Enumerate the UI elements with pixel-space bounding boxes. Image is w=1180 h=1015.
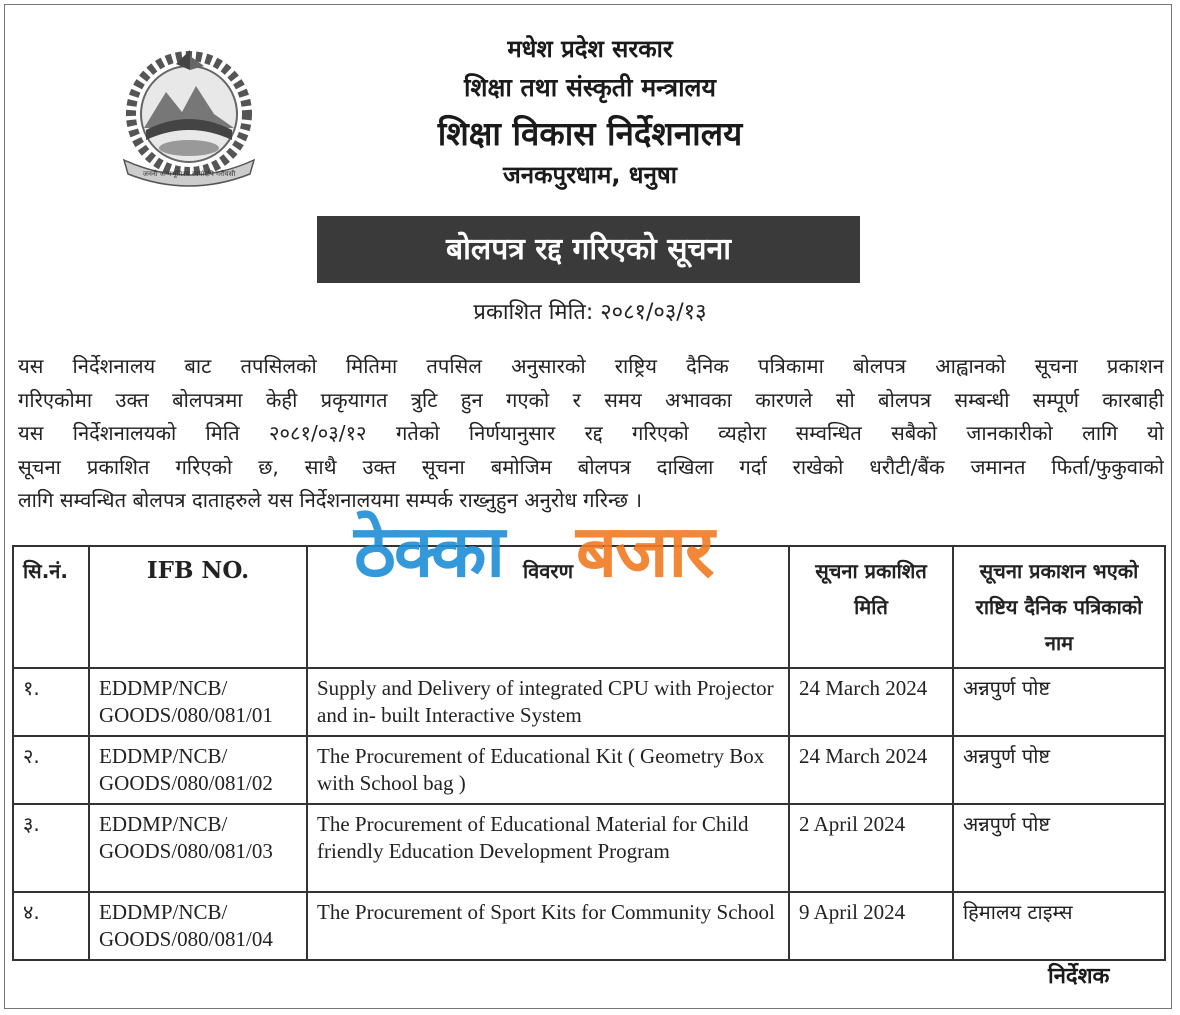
ifb-part: GOODS/080/081/03 xyxy=(99,839,273,863)
header-publish-date: सूचना प्रकाशित मिति xyxy=(789,546,953,668)
row-newspaper: अन्नपुर्ण पोष्ट xyxy=(953,668,1165,736)
body-line: सूचना प्रकाशित गरिएको छ, साथै उक्त सूचना बमोजिम बोलपत्र दाखिला गर्दा राखेको धरौटी/बैंक जमानत फिर्ता/फुकुवाको xyxy=(18,454,1164,479)
row-sn: ४. xyxy=(13,892,89,960)
ifb-part: EDDMP/NCB/ xyxy=(99,744,228,768)
ifb-part: GOODS/080/081/04 xyxy=(99,927,273,951)
ifb-part: GOODS/080/081/01 xyxy=(99,703,273,727)
watermark-part-2: बजार xyxy=(576,509,713,593)
government-name: मधेश प्रदेश सरकार xyxy=(507,35,673,63)
row-sn: २. xyxy=(13,736,89,804)
signature-title: निर्देशक xyxy=(1048,964,1110,989)
row-description: The Procurement of Sport Kits for Community School xyxy=(307,892,789,960)
row-sn: १. xyxy=(13,668,89,736)
body-line: गरिएकोमा उक्त बोलपत्रमा केही प्रकृयागत त्रुटि हुन गएको र समय अभावका कारणले सो बोलपत्र सम्बन्धी सम्पूर्ण कारबाही xyxy=(18,387,1164,412)
notice-title: बोलपत्र रद्द गरिएको सूचना xyxy=(317,216,860,283)
row-date: 24 March 2024 xyxy=(789,736,953,804)
cancelled-bids-table xyxy=(12,545,1166,961)
directorate-name: शिक्षा विकास निर्देशनालय xyxy=(437,114,743,153)
table-row xyxy=(13,892,1165,960)
header-ifb: IFB NO. xyxy=(89,546,307,668)
table-row xyxy=(13,736,1165,804)
ifb-part: EDDMP/NCB/ xyxy=(99,676,228,700)
row-sn: ३. xyxy=(13,804,89,892)
row-description: Supply and Delivery of integrated CPU with Projector and in- built Interactive System xyxy=(307,668,789,736)
published-date: प्रकाशित मिति: २०८१/०३/१३ xyxy=(473,300,707,325)
row-date: 9 April 2024 xyxy=(789,892,953,960)
row-ifb xyxy=(89,668,307,736)
body-line: यस निर्देशनालय बाट तपसिलको मितिमा तपसिल अनुसारको राष्ट्रिय दैनिक पत्रिकामा बोलपत्र आह्वानको सूचना प्रकाशन xyxy=(18,354,1164,378)
table-row xyxy=(13,668,1165,736)
office-location: जनकपुरधाम, धनुषा xyxy=(503,161,677,189)
row-newspaper: हिमालय टाइम्स xyxy=(953,892,1165,960)
ifb-part: EDDMP/NCB/ xyxy=(99,812,228,836)
notice-body xyxy=(18,350,1164,518)
thekka-bazar-watermark xyxy=(354,500,804,593)
watermark-part-1: ठेक्का xyxy=(354,509,504,593)
table-row xyxy=(13,804,1165,892)
row-date: 24 March 2024 xyxy=(789,668,953,736)
header-description: विवरण xyxy=(307,546,789,668)
row-ifb xyxy=(89,804,307,892)
row-ifb xyxy=(89,892,307,960)
body-line: लागि सम्वन्धित बोलपत्र दाताहरुले यस निर्देशनालयमा सम्पर्क राख्नुहुन अनुरोध गरिन्छ । xyxy=(18,488,643,512)
header-newspaper: सूचना प्रकाशन भएको राष्टिय दैनिक पत्रिकाको नाम xyxy=(953,546,1165,668)
row-newspaper: अन्नपुर्ण पोष्ट xyxy=(953,736,1165,804)
row-description: The Procurement of Educational Kit ( Geometry Box with School bag ) xyxy=(307,736,789,804)
emblem-motto: जननी जन्मभूमिश्च स्वर्गादपि गरीयसी xyxy=(142,170,236,178)
row-ifb xyxy=(89,736,307,804)
ifb-part: GOODS/080/081/02 xyxy=(99,771,273,795)
header-sn: सि.नं. xyxy=(13,546,89,668)
ministry-name: शिक्षा तथा संस्कृती मन्त्रालय xyxy=(463,73,717,102)
ifb-part: EDDMP/NCB/ xyxy=(99,900,228,924)
row-description: The Procurement of Educational Material for Child friendly Education Development Program xyxy=(307,804,789,892)
body-line: यस निर्देशनालयको मिति २०८१/०३/१२ गतेको निर्णयानुसार रद्द गरिएको व्यहोरा सम्वन्धित सबैको जानकारीको लागि यो xyxy=(18,421,1164,445)
row-newspaper: अन्नपुर्ण पोष्ट xyxy=(953,804,1165,892)
row-date: 2 April 2024 xyxy=(789,804,953,892)
